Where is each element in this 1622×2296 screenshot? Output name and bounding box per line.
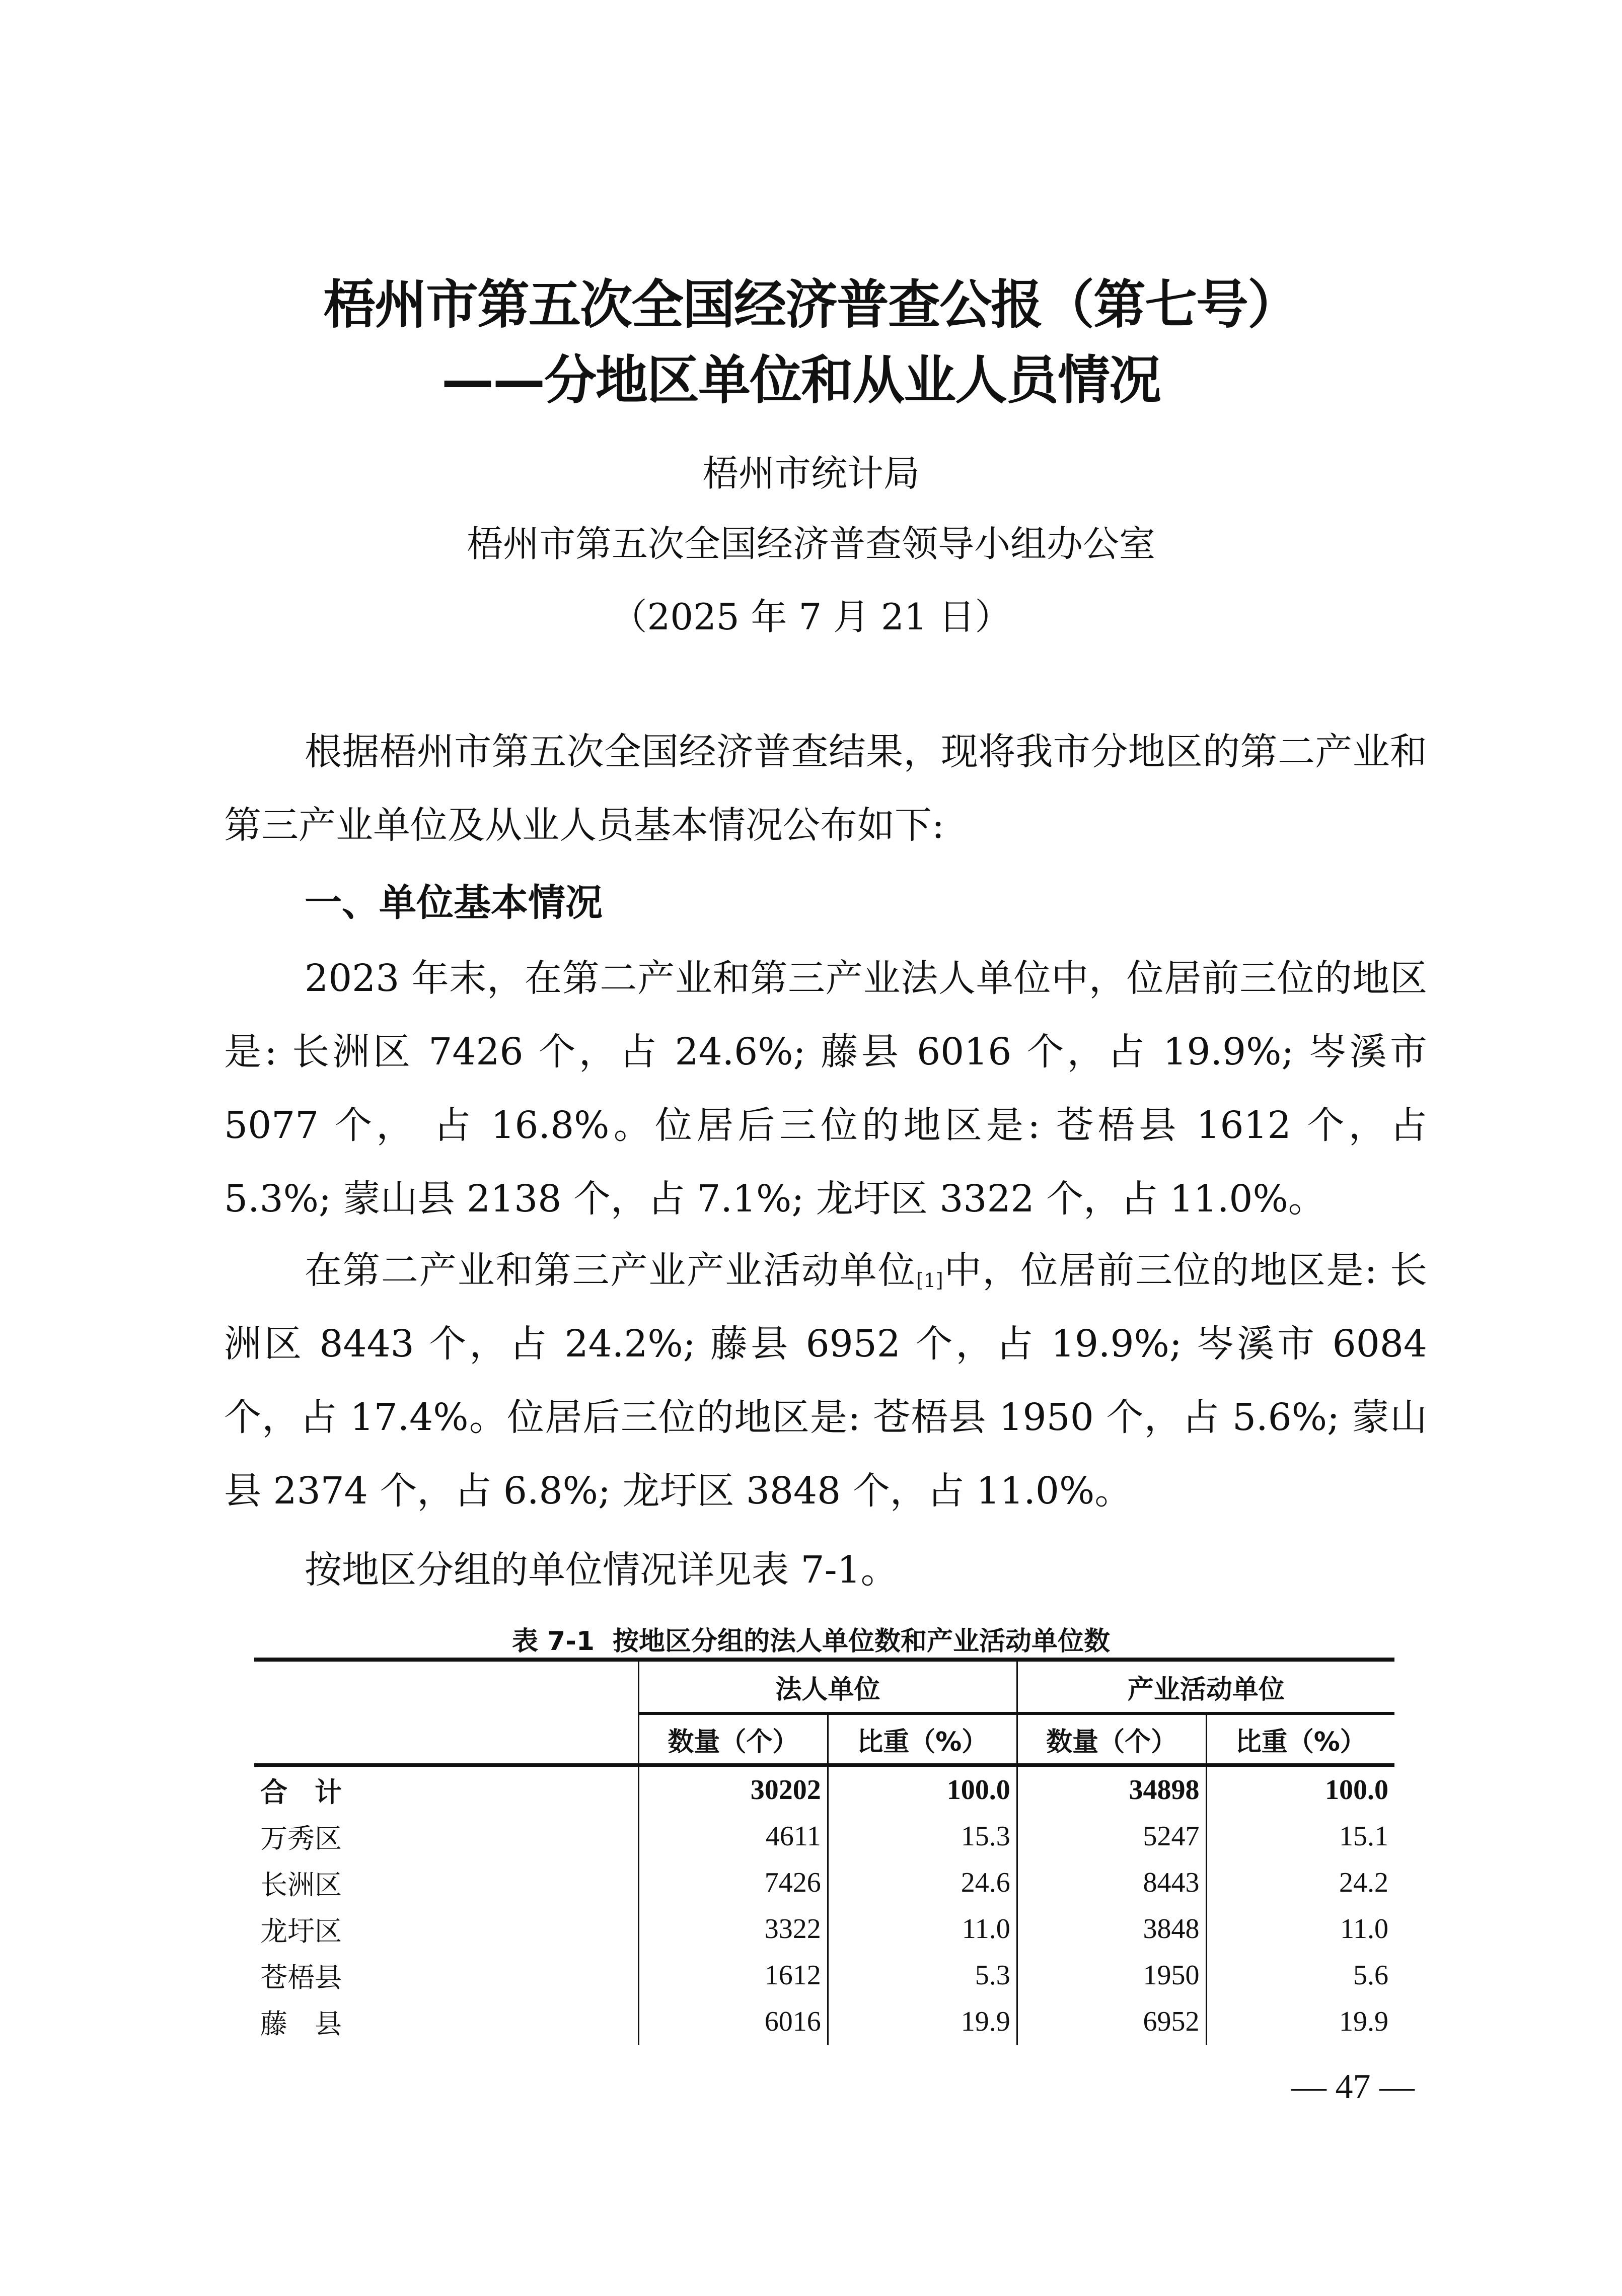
header-legal-count: 数量（个） bbox=[639, 1713, 828, 1765]
table-reference-paragraph: 按地区分组的单位情况详见表 7-1。 bbox=[305, 1548, 898, 1592]
table-row bbox=[254, 1813, 1394, 1859]
table-row bbox=[254, 1906, 1394, 1952]
activity-text-before: 在第二产业和第三产业产业活动单位 bbox=[305, 1249, 916, 1292]
activity-count-cell: 34898 bbox=[1017, 1767, 1206, 1813]
footnote-reference[interactable]: [1] bbox=[916, 1269, 943, 1292]
table-number: 表 7-1 bbox=[511, 1626, 595, 1657]
legal-units-paragraph: 2023 年末，在第二产业和第三产业法人单位中，位居前三位的地区是: 长洲区 7426 个，占 24.6%; 藤县 6016 个，占 19.9%; 岑溪市 5077 个， 占 16.8%。位居后三位的地区是: 苍梧县 1612 个，占 5.3%; 蒙山县 2138 个，占 7.1%; 龙圩区 3322 个，占 11.0%。 bbox=[224, 957, 1427, 1221]
legal-count-cell: 7426 bbox=[639, 1859, 828, 1906]
activity-share-cell: 11.0 bbox=[1206, 1906, 1394, 1952]
region-cell: 藤 县 bbox=[260, 2007, 342, 2040]
header-legal-share: 比重（%） bbox=[828, 1713, 1017, 1765]
region-units-table bbox=[254, 1658, 1394, 2045]
activity-units-paragraph bbox=[224, 1234, 1427, 1528]
table-title: 按地区分组的法人单位数和产业活动单位数 bbox=[613, 1626, 1111, 1657]
region-cell: 龙圩区 bbox=[260, 1915, 342, 1947]
legal-share-cell: 24.6 bbox=[828, 1859, 1017, 1906]
region-header-cell bbox=[254, 1660, 639, 1765]
table-row bbox=[254, 1859, 1394, 1906]
activity-share-cell: 100.0 bbox=[1206, 1767, 1394, 1813]
activity-share-cell: 5.6 bbox=[1206, 1952, 1394, 1998]
legal-share-cell: 19.9 bbox=[828, 1998, 1017, 2045]
issuer-bureau: 梧州市统计局 bbox=[702, 452, 920, 494]
activity-share-cell: 19.9 bbox=[1206, 1998, 1394, 2045]
table-row bbox=[254, 1998, 1394, 2045]
activity-count-cell: 1950 bbox=[1017, 1952, 1206, 1998]
region-cell: 万秀区 bbox=[260, 1822, 342, 1854]
region-cell: 长洲区 bbox=[260, 1869, 342, 1901]
table-row bbox=[254, 1952, 1394, 1998]
legal-count-cell: 3322 bbox=[639, 1906, 828, 1952]
section-heading: 一、单位基本情况 bbox=[305, 881, 603, 924]
header-activity-count: 数量（个） bbox=[1017, 1713, 1206, 1765]
group-header-legal: 法人单位 bbox=[639, 1660, 1017, 1713]
issuer-office: 梧州市第五次全国经济普查领导小组办公室 bbox=[466, 523, 1155, 565]
legal-count-cell: 1612 bbox=[639, 1952, 828, 1998]
legal-count-cell: 30202 bbox=[639, 1767, 828, 1813]
activity-count-cell: 5247 bbox=[1017, 1813, 1206, 1859]
legal-count-cell: 4611 bbox=[639, 1813, 828, 1859]
activity-share-cell: 15.1 bbox=[1206, 1813, 1394, 1859]
page-number: — 47 — bbox=[1291, 2067, 1415, 2106]
activity-count-cell: 6952 bbox=[1017, 1998, 1206, 2045]
bulletin-title: 梧州市第五次全国经济普查公报（第七号） bbox=[323, 274, 1299, 335]
activity-count-cell: 3848 bbox=[1017, 1906, 1206, 1952]
activity-text-after: 中，位居前三位的地区是: 长洲区 8443 个，占 24.2%; 藤县 6952 个，占 19.9%; 岑溪市 6084 个，占 17.4%。位居后三位的地区是: 苍梧县 1950 个，占 5.6%; 蒙山县 2374 个，占 6.8%; 龙圩区 3848 个，占 11.0%。 bbox=[224, 1249, 1428, 1513]
legal-share-cell: 15.3 bbox=[828, 1813, 1017, 1859]
region-cell: 苍梧县 bbox=[260, 1961, 342, 1993]
region-cell: 合 计 bbox=[260, 1776, 342, 1808]
legal-share-cell: 11.0 bbox=[828, 1906, 1017, 1952]
table-caption bbox=[0, 1624, 1622, 1659]
intro-paragraph: 根据梧州市第五次全国经济普查结果，现将我市分地区的第二产业和第三产业单位及从业人员基本情况公布如下: bbox=[224, 730, 1427, 847]
issue-date: （2025 年 7 月 21 日） bbox=[611, 596, 1011, 638]
activity-count-cell: 8443 bbox=[1017, 1859, 1206, 1906]
table-row-total bbox=[254, 1767, 1394, 1813]
legal-share-cell: 5.3 bbox=[828, 1952, 1017, 1998]
legal-count-cell: 6016 bbox=[639, 1998, 828, 2045]
group-header-activity: 产业活动单位 bbox=[1017, 1660, 1394, 1713]
activity-share-cell: 24.2 bbox=[1206, 1859, 1394, 1906]
bulletin-subtitle: ——分地区单位和从业人员情况 bbox=[441, 349, 1160, 411]
header-activity-share: 比重（%） bbox=[1206, 1713, 1394, 1765]
legal-share-cell: 100.0 bbox=[828, 1767, 1017, 1813]
